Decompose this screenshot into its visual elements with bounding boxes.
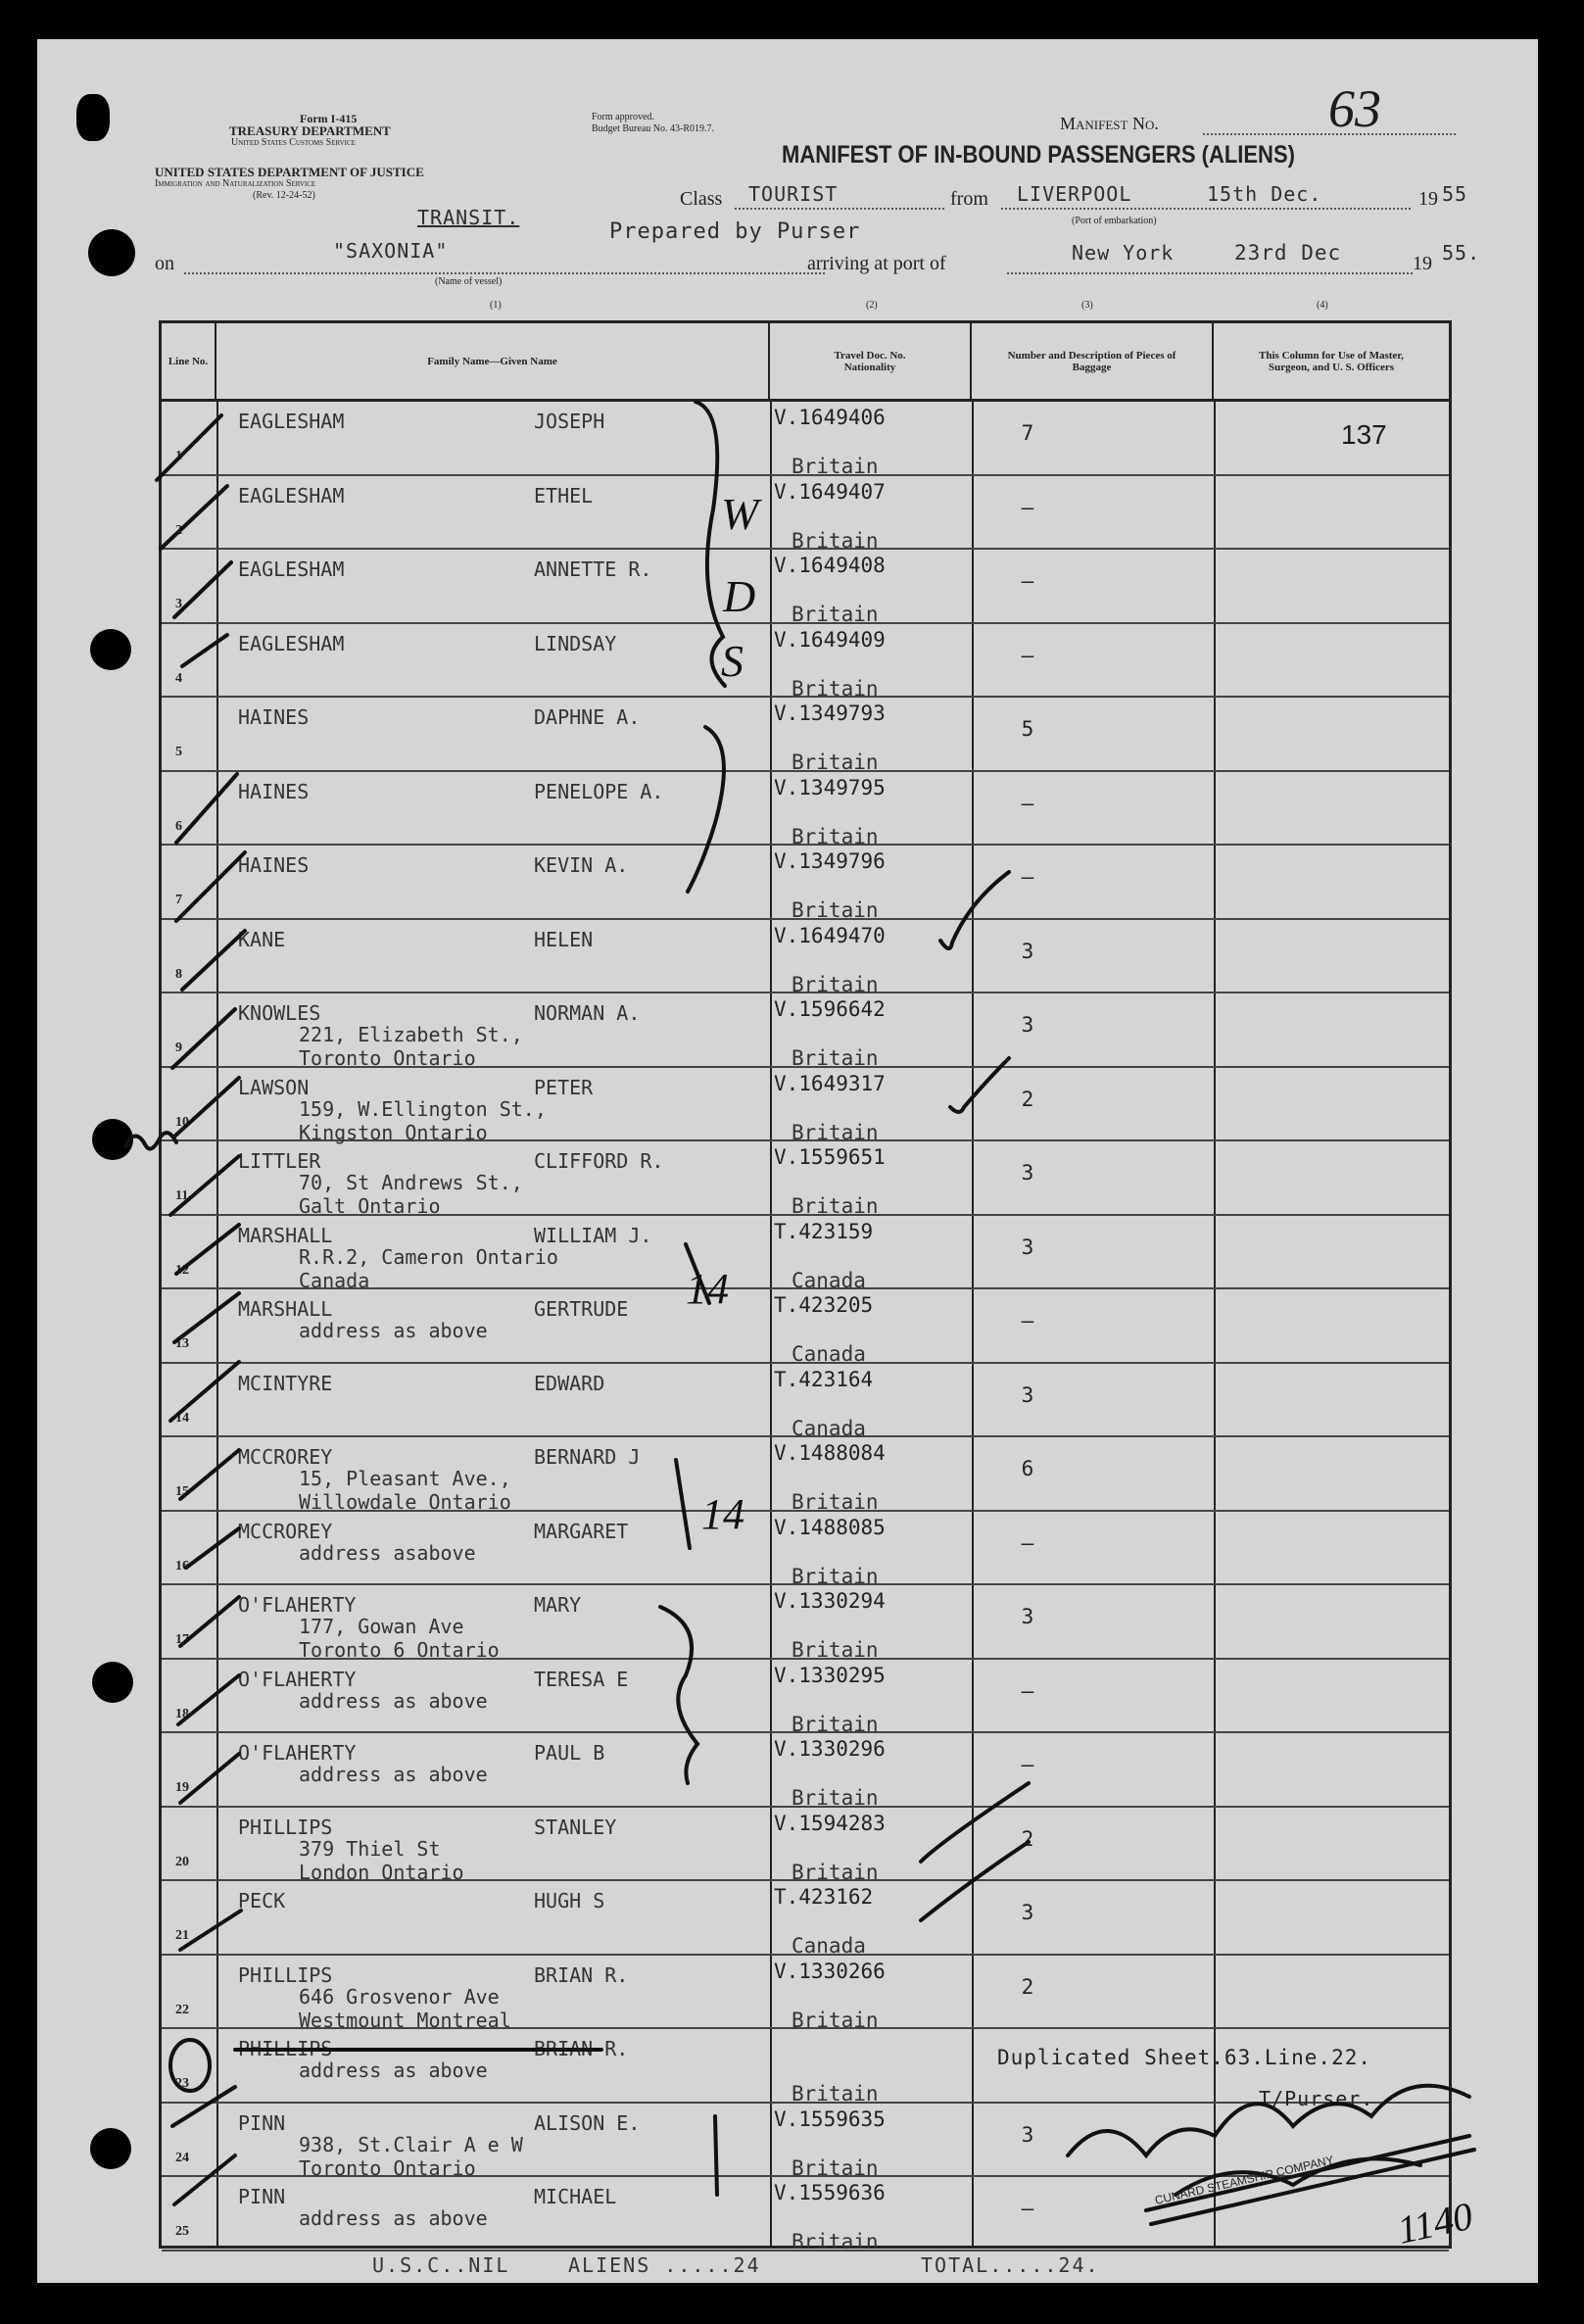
nationality: Britain (792, 824, 879, 848)
family-name: MCCROREY (238, 1519, 333, 1543)
address-line: address as above (299, 2206, 488, 2230)
nationality: Britain (792, 1564, 879, 1588)
form-number: Form I-415 (300, 112, 358, 125)
family-name: PHILLIPS (238, 2037, 333, 2060)
address-line: Canada (299, 1268, 370, 1292)
nationality: Britain (792, 528, 879, 553)
given-name: EDWARD (534, 1371, 605, 1395)
sail-year: 55 (1442, 182, 1468, 206)
baggage-count: – (1021, 1678, 1034, 1703)
line-number: 20 (175, 1854, 189, 1869)
embark-note: (Port of embarkation) (1072, 216, 1157, 226)
line-number: 4 (175, 670, 182, 686)
nationality: Britain (792, 1712, 879, 1736)
justice-dept: UNITED STATES DEPARTMENT OF JUSTICE (155, 165, 424, 179)
table-row (162, 2104, 1449, 2178)
given-name: STANLEY (534, 1815, 617, 1839)
baggage-count: – (1021, 495, 1034, 519)
handwritten-14b: 14 (701, 1490, 744, 1538)
given-name: PETER (534, 1075, 594, 1099)
baggage-count: 2 (1021, 1826, 1034, 1851)
sail-date: 15th Dec. (1207, 182, 1322, 206)
footer-usc: U.S.C..NIL (372, 2253, 510, 2277)
given-name: GERTRUDE (534, 1297, 629, 1321)
table-row (162, 1364, 1449, 1438)
baggage-count: – (1021, 791, 1034, 815)
table-row (162, 846, 1449, 920)
purser-label: T/Purser. (1259, 2087, 1374, 2110)
table-row (162, 1216, 1449, 1290)
travel-doc: V.1349793 (774, 702, 886, 725)
given-name: HELEN (534, 927, 594, 951)
travel-doc-header: Travel Doc. No. Nationality (770, 323, 972, 402)
given-name: BRIAN R. (534, 2037, 629, 2060)
baggage-count: 7 (1021, 421, 1034, 445)
address-line: Toronto 6 Ontario (299, 1638, 500, 1662)
given-name: BRIAN R. (534, 1962, 629, 1987)
punch-hole (76, 94, 110, 141)
duplicated-note: Duplicated Sheet.63.Line.22. (997, 2046, 1372, 2069)
family-name: HAINES (238, 779, 310, 803)
given-name: DAPHNE A. (534, 705, 641, 729)
travel-doc: T.423162 (774, 1885, 874, 1909)
punch-hole (92, 1662, 133, 1703)
address-line: Willowdale Ontario (299, 1490, 511, 1514)
nationality: Britain (792, 2008, 879, 2032)
travel-doc: V.1649470 (774, 923, 886, 947)
manifest-title: MANIFEST OF IN-BOUND PASSENGERS (ALIENS) (782, 141, 1295, 169)
family-name: EAGLESHAM (238, 483, 345, 508)
nationality: Britain (792, 455, 879, 478)
given-name: ALISON E. (534, 2110, 641, 2135)
family-name: MARSHALL (238, 1223, 333, 1247)
customs-service: United States Customs Service (231, 137, 356, 148)
nationality: Canada (792, 1416, 866, 1440)
given-name: MICHAEL (534, 2185, 617, 2208)
line-number: 19 (175, 1780, 189, 1795)
baggage-count: 6 (1021, 1457, 1034, 1480)
line-number: 11 (175, 1188, 189, 1203)
nationality: Britain (792, 1046, 879, 1070)
table-row (162, 698, 1449, 772)
family-name: PINN (238, 2110, 286, 2135)
col1-marker: (1) (490, 300, 502, 311)
family-name: HAINES (238, 705, 310, 729)
travel-doc: V.1559636 (774, 2181, 886, 2204)
nationality: Britain (792, 972, 879, 996)
family-name: MCCROREY (238, 1445, 333, 1469)
baggage-count: 3 (1021, 2122, 1034, 2147)
family-name: O'FLAHERTY (238, 1741, 357, 1765)
baggage-count: – (1021, 865, 1034, 889)
given-name: PAUL B (534, 1741, 605, 1765)
nationality: Britain (792, 1120, 879, 1144)
punch-hole (92, 1119, 133, 1160)
vessel-note: (Name of vessel) (435, 276, 503, 287)
family-name: MARSHALL (238, 1297, 333, 1321)
address-line: address as above (299, 2058, 488, 2082)
family-name: O'FLAHERTY (238, 1667, 357, 1691)
given-name: WILLIAM J. (534, 1223, 652, 1247)
given-name: PENELOPE A. (534, 779, 664, 803)
family-name: HAINES (238, 853, 310, 877)
given-name: BERNARD J (534, 1445, 641, 1469)
baggage-count: 3 (1021, 1161, 1034, 1185)
handwritten-d: D (723, 571, 756, 621)
handwritten-s: S (721, 636, 744, 686)
nationality: Britain (792, 750, 879, 774)
table-row (162, 1585, 1449, 1660)
family-name: KANE (238, 927, 286, 951)
address-line: 221, Elizabeth St., (299, 1023, 523, 1046)
address-line: Toronto Ontario (299, 2155, 476, 2180)
line-number: 23 (175, 2076, 189, 2091)
baggage-count: – (1021, 643, 1034, 667)
table-row (162, 1068, 1449, 1142)
family-name: EAGLESHAM (238, 557, 345, 581)
nationality: Britain (792, 1194, 879, 1218)
given-name: HUGH S (534, 1889, 605, 1912)
address-line: 159, W.Ellington St., (299, 1096, 547, 1121)
col3-marker: (3) (1081, 300, 1093, 311)
arrival-port: New York (1072, 241, 1175, 265)
family-name: PINN (238, 2185, 286, 2208)
ins-service: Immigration and Naturalization Service (155, 178, 316, 189)
year-prefix: 19 (1418, 188, 1438, 210)
line-number: 17 (175, 1632, 189, 1647)
form-approved: Form approved. (592, 112, 654, 122)
table-row (162, 1660, 1449, 1734)
arriving-label: arriving at port of (807, 253, 946, 274)
line-number: 12 (175, 1262, 189, 1278)
line-number: 18 (175, 1706, 189, 1721)
travel-doc: T.423159 (774, 1219, 874, 1243)
col4-marker: (4) (1317, 300, 1328, 311)
travel-doc: V.1594283 (774, 1811, 886, 1835)
line-number: 16 (175, 1558, 189, 1574)
address-line: Galt Ontario (299, 1194, 441, 1218)
officer-note: 137 (1341, 419, 1387, 450)
family-name: EAGLESHAM (238, 631, 345, 655)
travel-doc: V.1349795 (774, 775, 886, 799)
address-line: address as above (299, 1688, 488, 1713)
baggage-count: – (1021, 2197, 1034, 2220)
punch-hole (88, 229, 135, 276)
address-line: address asabove (299, 1540, 476, 1565)
family-name: KNOWLES (238, 1001, 321, 1025)
address-line: Kingston Ontario (299, 1120, 488, 1144)
address-line: 646 Grosvenor Ave (299, 1984, 500, 2009)
address-line: 15, Pleasant Ave., (299, 1467, 511, 1490)
travel-doc: V.1330296 (774, 1737, 886, 1761)
table-row (162, 772, 1449, 847)
passenger-table (159, 320, 1452, 2253)
transit-label: TRANSIT. (417, 206, 520, 229)
nationality: Britain (792, 1638, 879, 1662)
baggage-header: Number and Description of Pieces of Baggage (972, 323, 1214, 402)
line-number: 10 (175, 1114, 189, 1130)
travel-doc: T.423164 (774, 1367, 874, 1391)
nationality: Britain (792, 2155, 879, 2180)
table-row (162, 1733, 1449, 1808)
table-row (162, 550, 1449, 624)
class-line (735, 208, 944, 210)
line-number: 6 (175, 818, 182, 834)
family-name: MCINTYRE (238, 1371, 333, 1395)
address-line: 938, St.Clair A e W (299, 2132, 523, 2156)
address-line: address as above (299, 1763, 488, 1786)
given-name: MARY (534, 1593, 582, 1617)
punch-hole (90, 629, 131, 670)
baggage-count: 3 (1021, 1382, 1034, 1407)
nationality: Britain (792, 2230, 879, 2253)
given-name: TERESA E (534, 1667, 629, 1691)
col2-marker: (2) (866, 300, 878, 311)
address-line: 70, St Andrews St., (299, 1171, 523, 1194)
table-row (162, 624, 1449, 699)
stamp-text: CUNARD STEAMSHIP COMPANY (1153, 2153, 1335, 2207)
line-number: 3 (175, 597, 182, 611)
nationality: Britain (792, 1860, 879, 1884)
vessel-line (184, 272, 825, 274)
line-number: 22 (175, 2002, 189, 2017)
nationality: Britain (792, 898, 879, 922)
family-name: O'FLAHERTY (238, 1593, 357, 1617)
prepared-by: Prepared by Purser (609, 219, 861, 244)
class-value: TOURIST (748, 182, 839, 206)
arrival-date: 23rd Dec (1234, 241, 1342, 265)
baggage-count: 3 (1021, 1901, 1034, 1924)
address-line: address as above (299, 1319, 488, 1342)
handwritten-number: 1140 (1393, 2193, 1477, 2252)
given-name: ETHEL (534, 483, 594, 508)
manifest-no-label: Manifest No. (1060, 114, 1159, 133)
baggage-count: – (1021, 569, 1034, 593)
given-name: CLIFFORD R. (534, 1149, 664, 1173)
table-row (162, 920, 1449, 994)
family-name: PHILLIPS (238, 1815, 333, 1839)
line-number: 8 (175, 966, 182, 982)
travel-doc: T.423205 (774, 1293, 874, 1317)
arrival-line (1007, 272, 1413, 274)
baggage-count: 2 (1021, 1974, 1034, 1999)
on-label: on (155, 253, 174, 274)
line-number: 13 (175, 1336, 189, 1351)
table-row (162, 1956, 1449, 2030)
baggage-count: – (1021, 1309, 1034, 1332)
line-number: 2 (175, 522, 182, 538)
travel-doc: V.1649408 (774, 554, 886, 577)
nationality: Canada (792, 1342, 866, 1366)
baggage-count: 5 (1021, 717, 1034, 741)
line-number: 21 (175, 1928, 189, 1943)
class-label: Class (680, 188, 723, 210)
table-row (162, 1808, 1449, 1882)
line-number: 1 (175, 449, 182, 463)
punch-hole (90, 2128, 131, 2169)
travel-doc: V.1649317 (774, 1071, 886, 1095)
baggage-count: – (1021, 1530, 1034, 1555)
family-name: LITTLER (238, 1149, 321, 1173)
manifest-number: 63 (1328, 79, 1381, 138)
given-name: MARGARET (534, 1519, 629, 1543)
baggage-count: 3 (1021, 1235, 1034, 1259)
address-line: 379 Thiel St (299, 1836, 441, 1861)
from-value: LIVERPOOL (1017, 182, 1132, 206)
table-row (162, 476, 1449, 551)
vessel-name: "SAXONIA" (333, 239, 449, 263)
travel-doc: V.1349796 (774, 849, 886, 873)
address-line: Westmount Montreal (299, 2008, 511, 2032)
address-line: 177, Gowan Ave (299, 1615, 464, 1638)
given-name: ANNETTE R. (534, 557, 652, 581)
footer-total: TOTAL.....24. (921, 2253, 1100, 2277)
travel-doc: V.1488085 (774, 1515, 886, 1539)
table-row (162, 2177, 1449, 2251)
baggage-count: 3 (1021, 939, 1034, 963)
travel-doc: V.1330266 (774, 1959, 886, 1983)
table-row (162, 402, 1449, 476)
line-number: 5 (175, 745, 182, 759)
nationality: Britain (792, 2082, 879, 2106)
travel-doc: V.1596642 (774, 997, 886, 1021)
table-row (162, 1437, 1449, 1512)
table-row (162, 1512, 1449, 1586)
arrival-year-prefix: 19 (1413, 253, 1432, 274)
line-number: 24 (175, 2150, 189, 2165)
travel-doc: V.1559635 (774, 2106, 886, 2131)
baggage-count: – (1021, 1753, 1034, 1776)
travel-doc: V.1649407 (774, 479, 886, 504)
travel-doc: V.1649406 (774, 406, 886, 429)
line-number: 15 (175, 1484, 189, 1499)
table-row (162, 1881, 1449, 1956)
nationality: Canada (792, 1934, 866, 1958)
family-name: PECK (238, 1889, 286, 1912)
travel-doc: V.1330295 (774, 1663, 886, 1687)
nationality: Britain (792, 1786, 879, 1810)
line-number: 14 (175, 1410, 189, 1426)
line-no-header: Line No. (162, 323, 216, 402)
line-number: 25 (175, 2224, 189, 2239)
address-line: London Ontario (299, 1860, 464, 1884)
arrival-year: 55. (1442, 241, 1481, 265)
baggage-count: 3 (1021, 1013, 1034, 1037)
baggage-count: 2 (1021, 1087, 1034, 1111)
family-name: LAWSON (238, 1075, 310, 1099)
family-name: EAGLESHAM (238, 410, 345, 433)
travel-doc: V.1559651 (774, 1145, 886, 1169)
name-header: Family Name—Given Name (216, 323, 770, 402)
line-number: 7 (175, 893, 182, 907)
family-name: PHILLIPS (238, 1962, 333, 1987)
given-name: LINDSAY (534, 631, 617, 655)
from-line (1001, 208, 1411, 210)
address-line: R.R.2, Cameron Ontario (299, 1244, 558, 1269)
given-name: JOSEPH (534, 410, 605, 433)
treasury-dept: TREASURY DEPARTMENT (229, 123, 391, 138)
handwritten-14: 14 (686, 1265, 729, 1313)
nationality: Britain (792, 676, 879, 701)
given-name: KEVIN A. (534, 853, 629, 877)
given-name: NORMAN A. (534, 1001, 641, 1025)
baggage-count: 3 (1021, 1605, 1034, 1628)
form-revision: (Rev. 12-24-52) (253, 190, 315, 201)
address-line: Toronto Ontario (299, 1046, 476, 1070)
nationality: Britain (792, 1490, 879, 1514)
from-label: from (950, 188, 988, 210)
officers-header: This Column for Use of Master, Surgeon, and U. S. Officers (1214, 323, 1449, 402)
travel-doc: V.1488084 (774, 1441, 886, 1465)
travel-doc: V.1330294 (774, 1589, 886, 1613)
budget-bureau: Budget Bureau No. 43-R019.7. (592, 123, 714, 134)
table-row (162, 1141, 1449, 1216)
nationality: Britain (792, 603, 879, 626)
travel-doc: V.1649409 (774, 627, 886, 652)
nationality: Canada (792, 1268, 866, 1292)
line-number: 9 (175, 1041, 182, 1055)
table-row (162, 1289, 1449, 1364)
table-row (162, 993, 1449, 1068)
handwritten-w: W (721, 489, 759, 539)
footer-aliens: ALIENS .....24 (568, 2253, 761, 2277)
